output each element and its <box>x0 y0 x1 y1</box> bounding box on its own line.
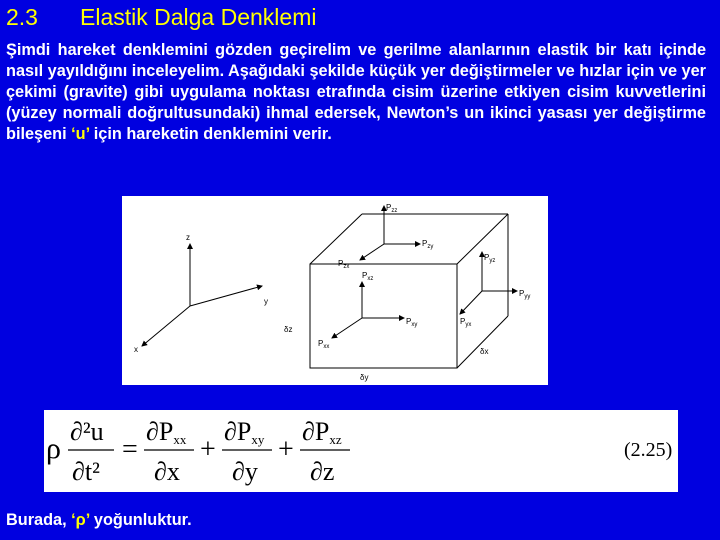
section-number: 2.3 <box>6 4 38 30</box>
dx-label: δx <box>480 347 489 356</box>
x-axis-label: x <box>134 345 138 354</box>
wave-equation <box>44 410 678 492</box>
cube-edge <box>310 214 362 264</box>
dz-label: δz <box>284 325 293 334</box>
footer-text <box>6 511 192 530</box>
term3-denominator: ∂z <box>310 457 335 486</box>
dy-label: δy <box>360 373 369 382</box>
rho-symbol: ρ <box>46 432 61 465</box>
stress-cube-diagram <box>122 196 548 385</box>
plus-sign-2: + <box>278 434 294 465</box>
plus-sign-1: + <box>200 434 216 465</box>
pzz-label: $P_{zz}$ <box>386 203 398 214</box>
term1-numerator: ∂Pxx <box>146 417 187 447</box>
paragraph-text-1: Şimdi hareket denklemini gözden geçirelim ve gerilme alanlarının elastik bir katı içinde nasıl yayıldığını inceleyelim. Aşağıdaki şekilde küçük yer değiştirmeler ve hızlar için ve yer çekimi (gravite) gibi uygulama noktası etrafında cisim üzerine etkiyen cisim kuvvetlerini (yüzey normali doğrultusundaki) ihmal edersek, Newton’s un ikinci yasası yer değiştirme bileşeni <box>6 41 706 143</box>
body-paragraph <box>6 40 706 145</box>
term2-denominator: ∂y <box>232 457 258 486</box>
term2-numerator: ∂Pxy <box>224 417 265 447</box>
pyy-label: $P_{yy}$ <box>519 289 531 300</box>
pxy-label: $P_{xy}$ <box>406 317 418 328</box>
equation-box <box>44 410 678 492</box>
footer-highlight-rho: ‘ρ’ <box>71 511 90 529</box>
pxx-arrow <box>332 318 362 338</box>
pzy-label: $P_{zy}$ <box>422 239 434 250</box>
pyx-arrow <box>460 291 482 314</box>
lhs-numerator: ∂²u <box>70 417 104 446</box>
pyz-label: $P_{yz}$ <box>484 253 496 264</box>
z-axis-label: z <box>186 233 190 242</box>
equation-number: (2.25) <box>624 439 673 461</box>
term3-numerator: ∂Pxz <box>302 417 342 447</box>
footer-text-1: Burada, <box>6 511 72 529</box>
pxx-label: $P_{xx}$ <box>318 339 330 350</box>
paragraph-highlight-u: ‘u’ <box>71 125 90 143</box>
lhs-denominator: ∂t² <box>72 457 100 486</box>
slide-title <box>6 4 316 31</box>
section-title: Elastik Dalga Denklemi <box>80 4 317 30</box>
footer-text-2: yoğunluktur. <box>89 511 192 529</box>
paragraph-text-2: için hareketin denklemini verir. <box>89 125 332 143</box>
y-axis <box>190 286 262 306</box>
equals-sign: = <box>122 434 138 465</box>
x-axis <box>142 306 190 346</box>
term1-denominator: ∂x <box>154 457 180 486</box>
pzx-label: $P_{zx}$ <box>338 259 350 270</box>
pzx-arrow <box>360 244 384 260</box>
y-axis-label: y <box>264 297 268 306</box>
stress-cube-figure <box>122 196 548 385</box>
pyx-label: $P_{yx}$ <box>460 317 472 328</box>
pxz-label: $P_{xz}$ <box>362 271 374 282</box>
cube-front-face <box>310 264 457 368</box>
